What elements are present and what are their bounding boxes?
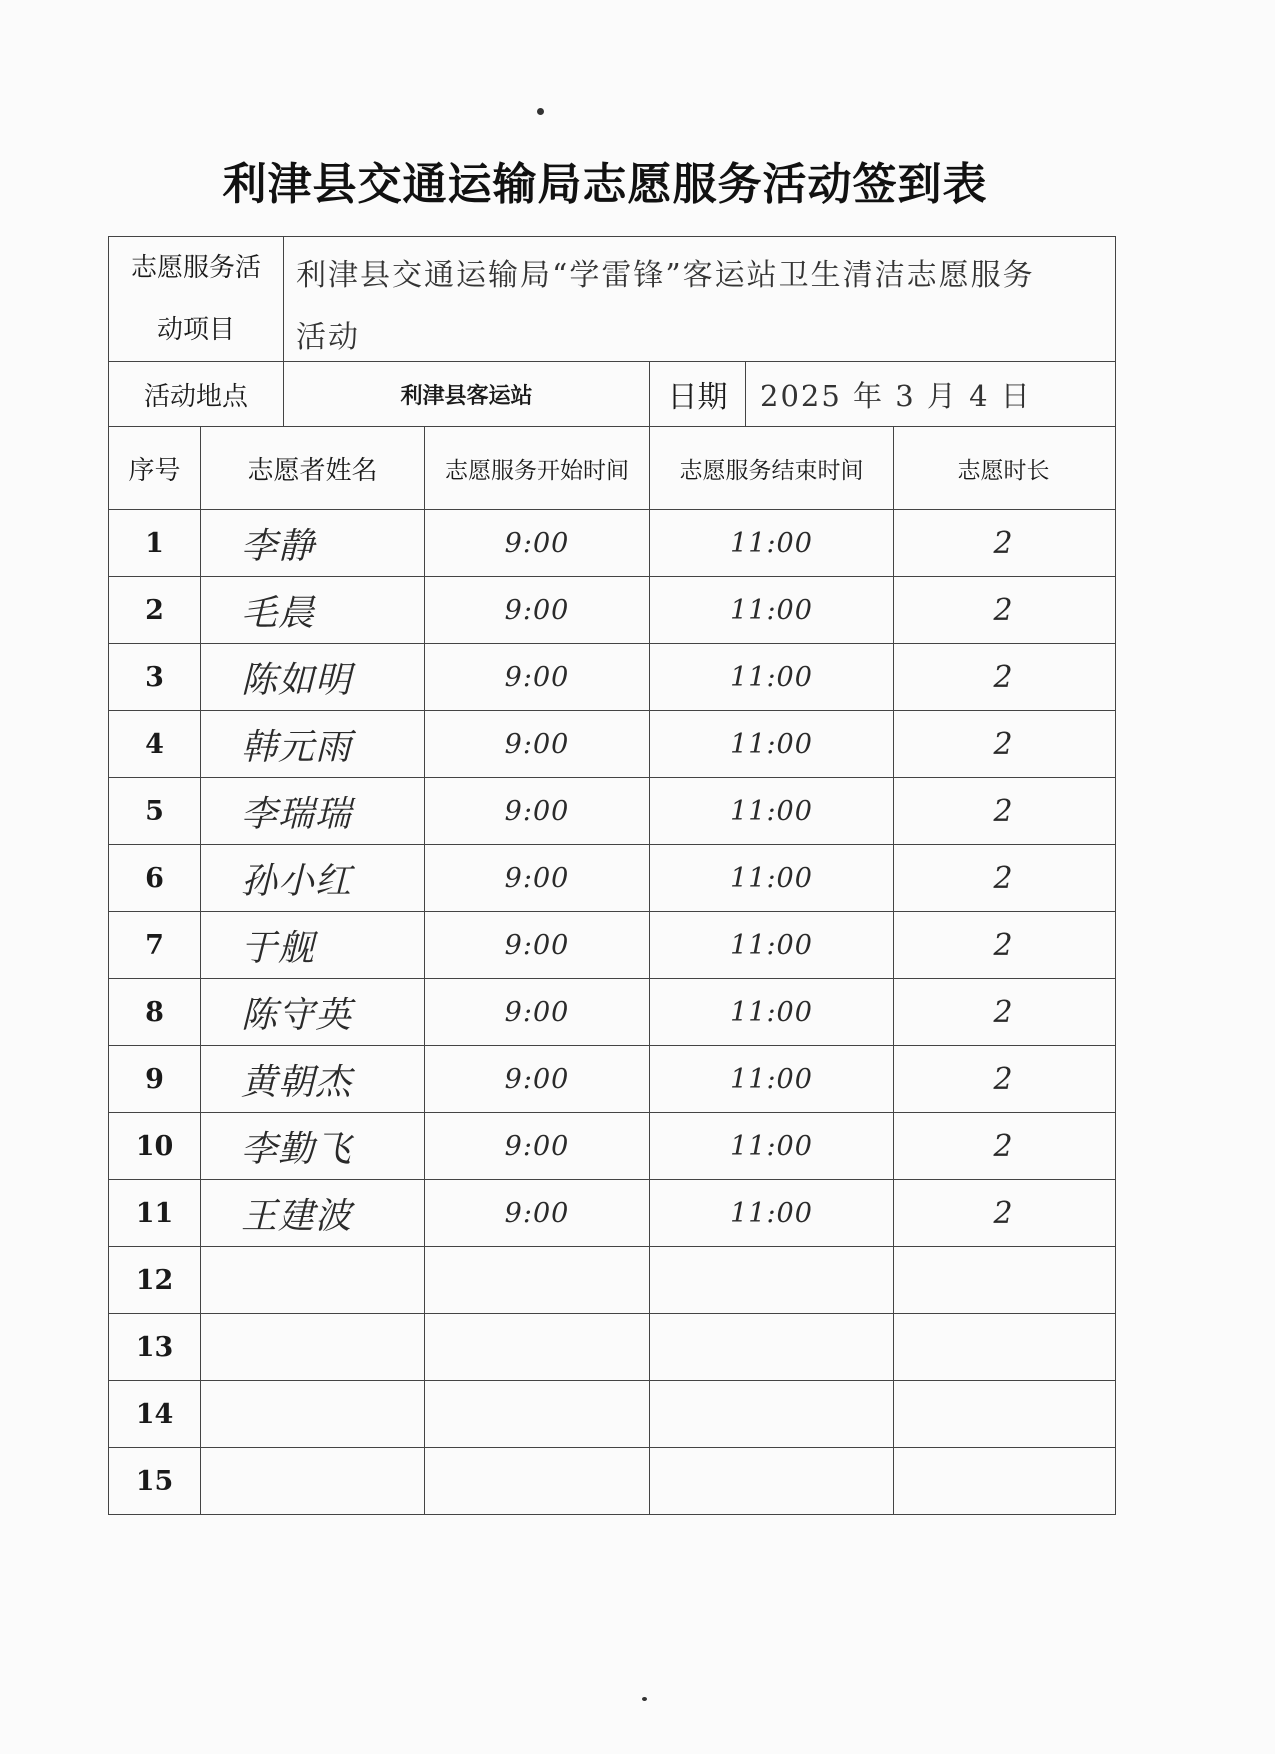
row-number: 12 xyxy=(109,1247,201,1313)
end-time: 11:00 xyxy=(650,1180,894,1246)
row-number: 8 xyxy=(109,979,201,1045)
row-number: 2 xyxy=(109,577,201,643)
project-row xyxy=(109,237,1115,362)
start-time: 9:00 xyxy=(425,845,650,911)
row-number: 15 xyxy=(109,1448,201,1514)
table-row xyxy=(109,644,1115,711)
service-hours: 2 xyxy=(993,927,1014,963)
project-value xyxy=(284,237,1113,361)
table-row xyxy=(109,1113,1115,1180)
service-hours: 2 xyxy=(993,592,1014,628)
volunteer-name: 韩元雨 xyxy=(201,711,425,777)
volunteer-name xyxy=(201,1247,425,1313)
project-label-line2: 动项目 xyxy=(156,315,235,345)
project-value-line2: 活动 xyxy=(296,320,360,355)
volunteer-name: 王建波 xyxy=(201,1180,425,1246)
end-time: 11:00 xyxy=(650,711,894,777)
col-header-start: 志愿服务开始时间 xyxy=(425,427,650,509)
end-time: 11:00 xyxy=(650,577,894,643)
service-hours: 2 xyxy=(993,1061,1014,1097)
volunteer-name xyxy=(201,1448,425,1514)
end-time: 11:00 xyxy=(650,778,894,844)
service-hours: 2 xyxy=(993,525,1014,561)
service-hours: 2 xyxy=(993,726,1014,762)
service-hours xyxy=(894,1448,1113,1514)
start-time: 9:00 xyxy=(425,979,650,1045)
table-row xyxy=(109,845,1115,912)
end-time: 11:00 xyxy=(650,1046,894,1112)
service-hours: 2 xyxy=(993,1195,1014,1231)
service-hours: 2 xyxy=(993,994,1014,1030)
col-header-no: 序号 xyxy=(109,427,201,509)
service-hours: 2 xyxy=(993,860,1014,896)
end-time xyxy=(650,1448,894,1514)
service-hours: 2 xyxy=(993,1128,1014,1164)
start-time: 9:00 xyxy=(425,1113,650,1179)
end-time: 11:00 xyxy=(650,510,894,576)
row-number: 9 xyxy=(109,1046,201,1112)
volunteer-name: 李静 xyxy=(201,510,425,576)
volunteer-name: 陈守英 xyxy=(201,979,425,1045)
row-number: 14 xyxy=(109,1381,201,1447)
end-time: 11:00 xyxy=(650,644,894,710)
volunteer-name: 毛晨 xyxy=(201,577,425,643)
table-row xyxy=(109,1381,1115,1448)
row-number: 3 xyxy=(109,644,201,710)
row-number: 5 xyxy=(109,778,201,844)
start-time xyxy=(425,1247,650,1313)
start-time: 9:00 xyxy=(425,510,650,576)
location-value: 利津县客运站 xyxy=(284,362,650,426)
service-hours: 2 xyxy=(993,793,1014,829)
table-body xyxy=(109,510,1115,1514)
project-label xyxy=(109,237,284,361)
volunteer-name: 孙小红 xyxy=(201,845,425,911)
end-time xyxy=(650,1247,894,1313)
table-row xyxy=(109,577,1115,644)
end-time: 11:00 xyxy=(650,979,894,1045)
row-number: 4 xyxy=(109,711,201,777)
row-number: 10 xyxy=(109,1113,201,1179)
row-number: 1 xyxy=(109,510,201,576)
scan-speck xyxy=(537,108,544,115)
end-time xyxy=(650,1314,894,1380)
start-time: 9:00 xyxy=(425,711,650,777)
scan-speck xyxy=(642,1697,647,1701)
table-row xyxy=(109,979,1115,1046)
project-label-line1: 志愿服务活 xyxy=(130,253,261,283)
volunteer-name: 李瑞瑞 xyxy=(201,778,425,844)
end-time: 11:00 xyxy=(650,1113,894,1179)
start-time: 9:00 xyxy=(425,912,650,978)
volunteer-name xyxy=(201,1314,425,1380)
project-value-line1: 利津县交通运输局“学雷锋”客运站卫生清洁志愿服务 xyxy=(296,258,1035,293)
table-row xyxy=(109,912,1115,979)
service-hours xyxy=(894,1314,1113,1380)
location-label: 活动地点 xyxy=(109,362,284,426)
start-time: 9:00 xyxy=(425,577,650,643)
location-date-row xyxy=(109,362,1115,427)
table-row xyxy=(109,1247,1115,1314)
row-number: 6 xyxy=(109,845,201,911)
service-hours xyxy=(894,1381,1113,1447)
end-time: 11:00 xyxy=(650,845,894,911)
table-row xyxy=(109,778,1115,845)
end-time: 11:00 xyxy=(650,912,894,978)
start-time xyxy=(425,1381,650,1447)
start-time: 9:00 xyxy=(425,778,650,844)
table-row xyxy=(109,1180,1115,1247)
start-time: 9:00 xyxy=(425,644,650,710)
row-number: 7 xyxy=(109,912,201,978)
table-row xyxy=(109,711,1115,778)
service-hours: 2 xyxy=(993,659,1014,695)
table-row xyxy=(109,1046,1115,1113)
volunteer-name: 于舰 xyxy=(201,912,425,978)
volunteer-name: 李勤飞 xyxy=(201,1113,425,1179)
volunteer-name: 黄朝杰 xyxy=(201,1046,425,1112)
col-header-name: 志愿者姓名 xyxy=(201,427,425,509)
service-hours xyxy=(894,1247,1113,1313)
start-time xyxy=(425,1314,650,1380)
col-header-end: 志愿服务结束时间 xyxy=(650,427,894,509)
end-time xyxy=(650,1381,894,1447)
volunteer-name xyxy=(201,1381,425,1447)
row-number: 11 xyxy=(109,1180,201,1246)
date-label: 日期 xyxy=(650,362,746,426)
table-row xyxy=(109,1448,1115,1514)
sign-in-sheet xyxy=(108,236,1116,1515)
start-time: 9:00 xyxy=(425,1180,650,1246)
date-value: 2025 年 3 月 4 日 xyxy=(760,378,1032,413)
col-header-hours: 志愿时长 xyxy=(957,457,1050,484)
page-title: 利津县交通运输局志愿服务活动签到表 xyxy=(222,159,988,210)
column-header-row xyxy=(109,427,1115,510)
volunteer-name: 陈如明 xyxy=(201,644,425,710)
table-row xyxy=(109,510,1115,577)
table-row xyxy=(109,1314,1115,1381)
start-time: 9:00 xyxy=(425,1046,650,1112)
start-time xyxy=(425,1448,650,1514)
row-number: 13 xyxy=(109,1314,201,1380)
